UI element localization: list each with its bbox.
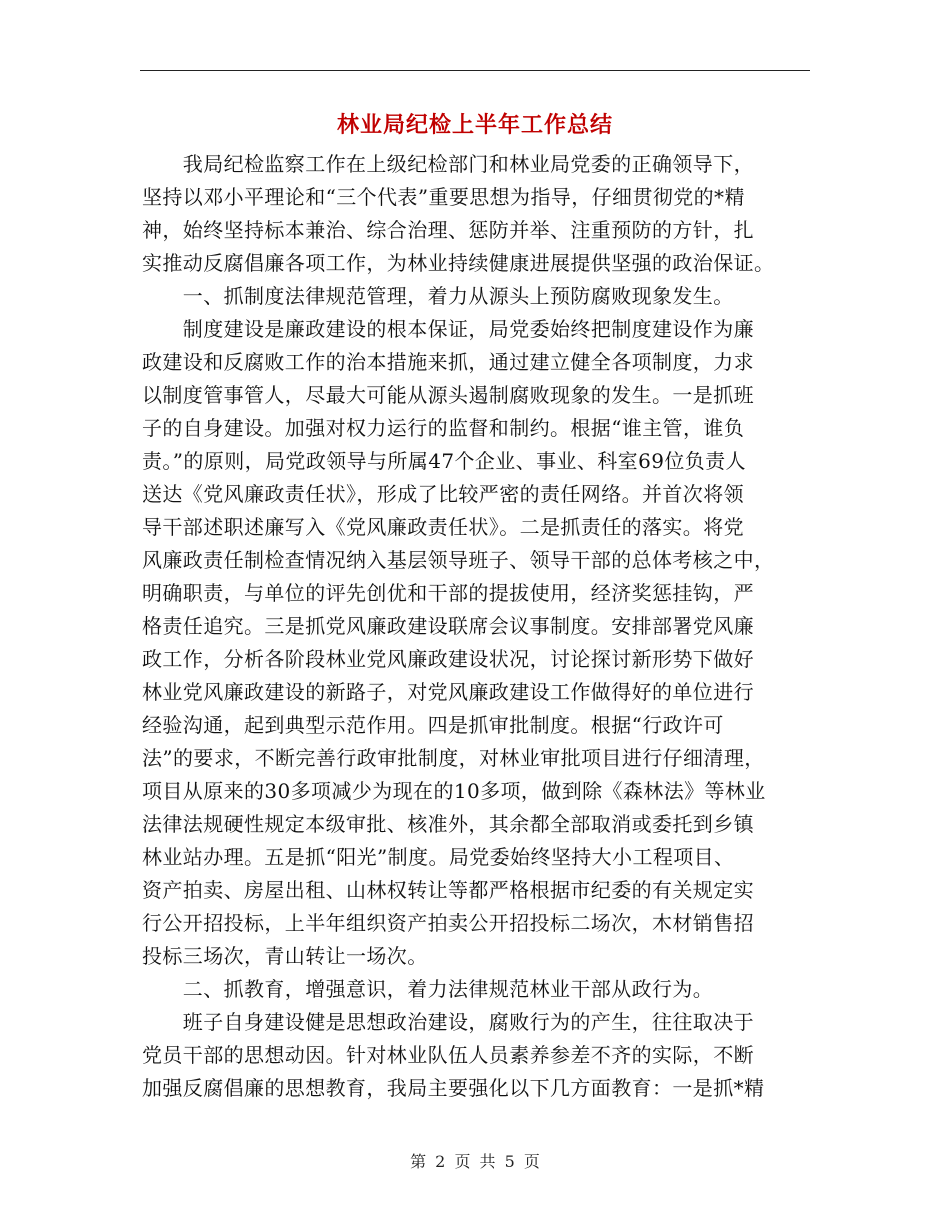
- section-heading: 一、抓制度法律规范管理，着力从源头上预防腐败现象发生。: [142, 284, 734, 308]
- body-line: 责。”的原则，局党政领导与所属47个企业、事业、科室69位负责人: [142, 449, 746, 473]
- body-line: 林业党风廉政建设的新路子，对党风廉政建设工作做得好的单位进行: [142, 680, 754, 704]
- body-line: 明确职责，与单位的评先创优和干部的提拔使用，经济奖惩挂钩，严: [142, 581, 754, 605]
- body-line: 实推动反腐倡廉各项工作，为林业持续健康进展提供坚强的政治保证。: [142, 251, 775, 275]
- body-line: 资产拍卖、房屋出租、山林权转让等都严格根据市纪委的有关规定实: [142, 878, 754, 902]
- body-line: 以制度管事管人，尽最大可能从源头遏制腐败现象的发生。一是抓班: [142, 383, 754, 407]
- body-line: 法律法规硬性规定本级审批、核准外，其余都全部取消或委托到乡镇: [142, 812, 754, 836]
- body-line: 项目从原来的30多项减少为现在的10多项，做到除《森林法》等林业: [142, 779, 766, 803]
- body-line: 投标三场次，青山转让一场次。: [142, 944, 428, 968]
- body-line: 导干部述职述廉写入《党风廉政责任状》。二是抓责任的落实。将党: [142, 515, 744, 539]
- body-line: 我局纪检监察工作在上级纪检部门和林业局党委的正确领导下，: [142, 152, 754, 176]
- body-line: 经验沟通，起到典型示范作用。四是抓审批制度。根据“行政许可: [142, 713, 724, 737]
- section-heading: 二、抓教育，增强意识，着力法律规范林业干部从政行为。: [142, 977, 714, 1001]
- header-rule: [140, 70, 810, 71]
- body-line: 班子自身建设健是思想政治建设，腐败行为的产生，往往取决于: [142, 1010, 754, 1034]
- body-line: 党员干部的思想动因。针对林业队伍人员素养参差不齐的实际，不断: [142, 1043, 754, 1067]
- body-line: 行公开招投标，上半年组织资产拍卖公开招投标二场次，木材销售招: [142, 911, 754, 935]
- body-line: 风廉政责任制检查情况纳入基层领导班子、领导干部的总体考核之中，: [142, 548, 775, 572]
- document-title: 林业局纪检上半年工作总结: [336, 113, 613, 138]
- body-line: 加强反腐倡廉的思想教育，我局主要强化以下几方面教育：一是抓*精: [142, 1076, 765, 1100]
- body-line: 政建设和反腐败工作的治本措施来抓，通过建立健全各项制度，力求: [142, 350, 754, 374]
- body-line: 神，始终坚持标本兼治、综合治理、惩防并举、注重预防的方针，扎: [142, 218, 754, 242]
- body-line: 法”的要求，不断完善行政审批制度，对林业审批项目进行仔细清理，: [142, 746, 765, 770]
- body-line: 格责任追究。三是抓党风廉政建设联席会议事制度。安排部署党风廉: [142, 614, 754, 638]
- page-number: 第 2 页 共 5 页: [410, 1152, 540, 1171]
- body-line: 制度建设是廉政建设的根本保证，局党委始终把制度建设作为廉: [142, 317, 754, 341]
- body-line: 送达《党风廉政责任状》，形成了比较严密的责任网络。并首次将领: [142, 482, 744, 506]
- body-line: 林业站办理。五是抓“阳光”制度。局党委始终坚持大小工程项目、: [142, 845, 735, 869]
- body-line: 政工作，分析各阶段林业党风廉政建设状况，讨论探讨新形势下做好: [142, 647, 754, 671]
- body-line: 子的自身建设。加强对权力运行的监督和制约。根据“谁主管，谁负: [142, 416, 745, 440]
- body-line: 坚持以邓小平理论和“三个代表”重要思想为指导，仔细贯彻党的*精: [142, 185, 745, 209]
